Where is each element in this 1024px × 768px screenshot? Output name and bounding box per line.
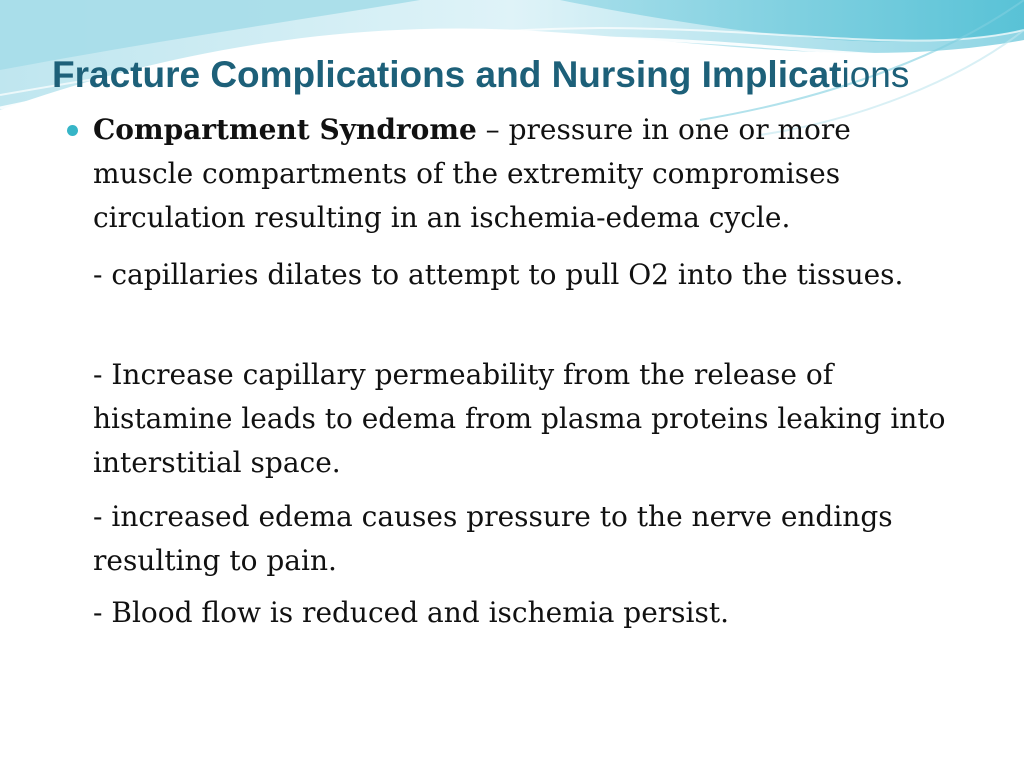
paragraph-capillaries: - capillaries dilates to attempt to pull O2 into the tissues. <box>93 258 904 291</box>
paragraph-permeability: - Increase capillary permeability from the release of histamine leads to edema from plasma proteins leaking into interstitial space. <box>93 358 946 479</box>
slide-title <box>52 50 909 100</box>
paragraph-blood-flow: - Blood flow is reduced and ischemia persist. <box>93 596 730 629</box>
paragraph-edema-pain: - increased edema causes pressure to the nerve endings resulting to pain. <box>93 500 893 577</box>
title-normal-part: ions <box>841 54 910 95</box>
title-bold-part: Fracture Complications and Nursing Implicat <box>52 54 842 95</box>
bullet-term: Compartment Syndrome <box>93 113 477 146</box>
bullet-compartment-syndrome <box>93 108 953 240</box>
bullet-icon <box>67 125 78 136</box>
bullet-text: – pressure in one or more muscle compartments of the extremity compromises circulation resulting in an ischemia-edema cycle. <box>93 113 851 234</box>
